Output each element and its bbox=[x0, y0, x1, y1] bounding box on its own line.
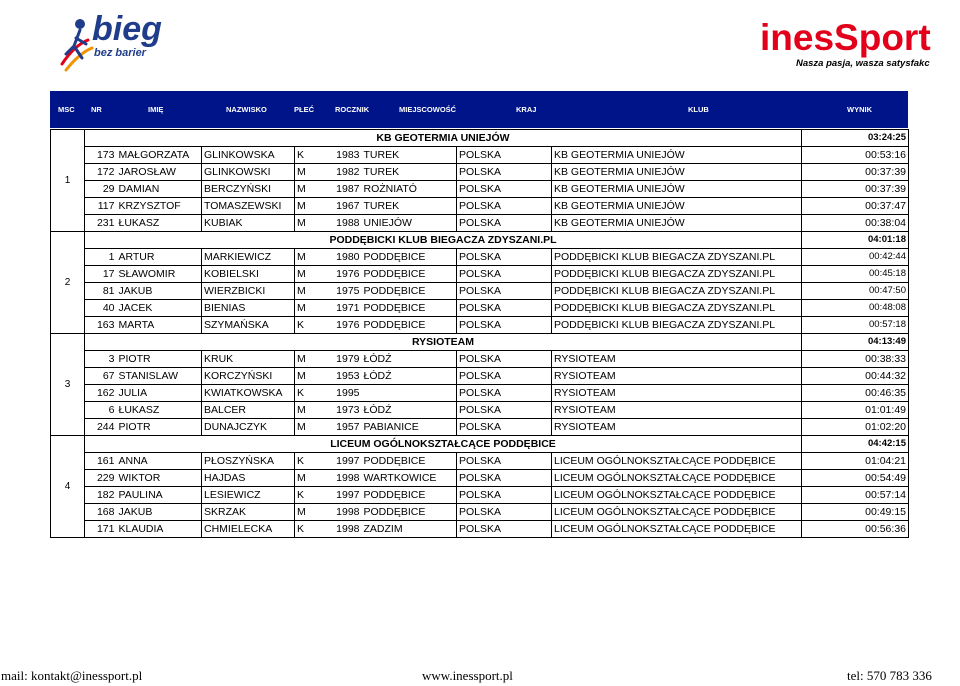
runner-city: WARTKOWICE bbox=[362, 470, 457, 487]
runner-sex: K bbox=[295, 317, 333, 334]
runner-birth-year: 1998 bbox=[333, 504, 362, 521]
table-row bbox=[51, 368, 909, 385]
runner-number: 161 bbox=[85, 453, 117, 470]
runner-city: ŁÓDŹ bbox=[362, 351, 457, 368]
runner-sex: M bbox=[295, 249, 333, 266]
runner-result: 00:44:32 bbox=[802, 368, 909, 385]
runner-club: KB GEOTERMIA UNIEJÓW bbox=[552, 215, 802, 232]
runner-club: PODDĘBICKI KLUB BIEGACZA ZDYSZANI.PL bbox=[552, 249, 802, 266]
runner-country: POLSKA bbox=[457, 181, 552, 198]
runner-birth-year: 1976 bbox=[333, 317, 362, 334]
runner-club: RYSIOTEAM bbox=[552, 385, 802, 402]
runner-result: 00:42:44 bbox=[802, 249, 909, 266]
runner-result: 00:53:16 bbox=[802, 147, 909, 164]
runner-first-name: DAMIAN bbox=[117, 181, 202, 198]
runner-last-name: DUNAJCZYK bbox=[202, 419, 295, 436]
runner-birth-year: 1998 bbox=[333, 470, 362, 487]
runner-first-name: ANNA bbox=[117, 453, 202, 470]
runner-result: 00:57:18 bbox=[802, 317, 909, 334]
runner-sex: M bbox=[295, 351, 333, 368]
col-plec: PŁEĆ bbox=[294, 105, 315, 114]
table-row bbox=[51, 351, 909, 368]
runner-result: 00:38:33 bbox=[802, 351, 909, 368]
runner-result: 01:04:21 bbox=[802, 453, 909, 470]
runner-birth-year: 1983 bbox=[333, 147, 362, 164]
runner-birth-year: 1975 bbox=[333, 283, 362, 300]
runner-result: 00:54:49 bbox=[802, 470, 909, 487]
brand-tagline: Nasza pasja, wasza satysfakc bbox=[796, 58, 930, 69]
runner-last-name: PŁOSZYŃSKA bbox=[202, 453, 295, 470]
runner-last-name: CHMIELECKA bbox=[202, 521, 295, 538]
runner-sex: M bbox=[295, 368, 333, 385]
runner-birth-year: 1973 bbox=[333, 402, 362, 419]
runner-birth-year: 1988 bbox=[333, 215, 362, 232]
runner-club: KB GEOTERMIA UNIEJÓW bbox=[552, 181, 802, 198]
runner-last-name: SZYMAŃSKA bbox=[202, 317, 295, 334]
title-line-1: PODDĘBICKI BIEG BEZ BARIER – bbox=[302, 8, 554, 25]
brand-word: inesSport bbox=[760, 17, 931, 58]
logo-word: bieg bbox=[92, 10, 162, 48]
runner-result: 00:37:39 bbox=[802, 164, 909, 181]
runner-city: PODDĘBICE bbox=[362, 283, 457, 300]
runner-number: 3 bbox=[85, 351, 117, 368]
runner-result: 00:45:18 bbox=[802, 266, 909, 283]
runner-sex: M bbox=[295, 504, 333, 521]
team-name: PODDĘBICKI KLUB BIEGACZA ZDYSZANI.PL bbox=[85, 232, 802, 249]
runner-sex: K bbox=[295, 453, 333, 470]
runner-city: ŁÓDŹ bbox=[362, 402, 457, 419]
runner-sex: K bbox=[295, 487, 333, 504]
runner-city: PODDĘBICE bbox=[362, 487, 457, 504]
runner-number: 81 bbox=[85, 283, 117, 300]
runner-first-name: JULIA bbox=[117, 385, 202, 402]
runner-country: POLSKA bbox=[457, 351, 552, 368]
column-header-bar bbox=[50, 91, 908, 128]
runner-first-name: KRZYSZTOF bbox=[117, 198, 202, 215]
runner-city: TUREK bbox=[362, 164, 457, 181]
col-wynik: WYNIK bbox=[847, 105, 872, 114]
col-imie: IMIĘ bbox=[148, 105, 164, 114]
team-name: KB GEOTERMIA UNIEJÓW bbox=[85, 130, 802, 147]
team-time: 04:42:15 bbox=[802, 436, 909, 453]
runner-number: 29 bbox=[85, 181, 117, 198]
footer-phone: tel: 570 783 336 bbox=[847, 668, 932, 683]
runner-number: 173 bbox=[85, 147, 117, 164]
team-time: 04:13:49 bbox=[802, 334, 909, 351]
title-line-4: 10 km bbox=[406, 62, 450, 79]
runner-first-name: MARTA bbox=[117, 317, 202, 334]
team-header-row bbox=[51, 436, 909, 453]
table-row bbox=[51, 487, 909, 504]
runner-club: LICEUM OGÓLNOKSZTAŁCĄCE PODDĘBICE bbox=[552, 470, 802, 487]
table-row bbox=[51, 181, 909, 198]
runner-city: TUREK bbox=[362, 198, 457, 215]
runner-number: 17 bbox=[85, 266, 117, 283]
runner-last-name: LESIEWICZ bbox=[202, 487, 295, 504]
runner-sex: M bbox=[295, 181, 333, 198]
runner-sex: M bbox=[295, 164, 333, 181]
runner-first-name: ARTUR bbox=[117, 249, 202, 266]
runner-club: LICEUM OGÓLNOKSZTAŁCĄCE PODDĘBICE bbox=[552, 453, 802, 470]
col-kraj: KRAJ bbox=[516, 105, 537, 114]
runner-result: 01:02:20 bbox=[802, 419, 909, 436]
runner-sex: M bbox=[295, 283, 333, 300]
table-row bbox=[51, 283, 909, 300]
runner-first-name: JAKUB bbox=[117, 283, 202, 300]
runner-club: PODDĘBICKI KLUB BIEGACZA ZDYSZANI.PL bbox=[552, 300, 802, 317]
footer-website[interactable]: www.inessport.pl bbox=[422, 668, 513, 683]
table-row bbox=[51, 249, 909, 266]
runner-birth-year: 1998 bbox=[333, 521, 362, 538]
runner-city bbox=[362, 385, 457, 402]
team-place: 2 bbox=[51, 232, 85, 334]
runner-sex: M bbox=[295, 402, 333, 419]
runner-first-name: PIOTR bbox=[117, 351, 202, 368]
runner-result: 00:38:04 bbox=[802, 215, 909, 232]
runner-result: 00:49:15 bbox=[802, 504, 909, 521]
runner-country: POLSKA bbox=[457, 215, 552, 232]
bieg-bez-barier-logo bbox=[58, 0, 168, 74]
runner-first-name: STANISLAW bbox=[117, 368, 202, 385]
runner-number: 172 bbox=[85, 164, 117, 181]
runner-sex: K bbox=[295, 147, 333, 164]
runner-first-name: SŁAWOMIR bbox=[117, 266, 202, 283]
runner-last-name: MARKIEWICZ bbox=[202, 249, 295, 266]
runner-number: 168 bbox=[85, 504, 117, 521]
runner-last-name: HAJDAS bbox=[202, 470, 295, 487]
runner-last-name: KOBIELSKI bbox=[202, 266, 295, 283]
runner-number: 171 bbox=[85, 521, 117, 538]
runner-first-name: JAKUB bbox=[117, 504, 202, 521]
runner-number: 40 bbox=[85, 300, 117, 317]
runner-number: 229 bbox=[85, 470, 117, 487]
runner-birth-year: 1967 bbox=[333, 198, 362, 215]
runner-last-name: KUBIAK bbox=[202, 215, 295, 232]
runner-result: 00:37:39 bbox=[802, 181, 909, 198]
col-klub: KLUB bbox=[688, 105, 709, 114]
runner-number: 67 bbox=[85, 368, 117, 385]
runner-country: POLSKA bbox=[457, 487, 552, 504]
runner-club: KB GEOTERMIA UNIEJÓW bbox=[552, 198, 802, 215]
runner-number: 163 bbox=[85, 317, 117, 334]
runner-club: PODDĘBICKI KLUB BIEGACZA ZDYSZANI.PL bbox=[552, 317, 802, 334]
table-row bbox=[51, 266, 909, 283]
table-row bbox=[51, 300, 909, 317]
runner-result: 01:01:49 bbox=[802, 402, 909, 419]
runner-last-name: BIENIAS bbox=[202, 300, 295, 317]
runner-last-name: GLINKOWSKA bbox=[202, 147, 295, 164]
runner-last-name: KWIATKOWSKA bbox=[202, 385, 295, 402]
col-rocznik: ROCZNIK bbox=[335, 105, 370, 114]
runner-country: POLSKA bbox=[457, 249, 552, 266]
runner-birth-year: 1979 bbox=[333, 351, 362, 368]
runner-number: 244 bbox=[85, 419, 117, 436]
table-row bbox=[51, 164, 909, 181]
runner-club: PODDĘBICKI KLUB BIEGACZA ZDYSZANI.PL bbox=[552, 283, 802, 300]
runner-birth-year: 1997 bbox=[333, 487, 362, 504]
runner-country: POLSKA bbox=[457, 470, 552, 487]
page-title bbox=[278, 8, 578, 80]
runner-country: POLSKA bbox=[457, 419, 552, 436]
runner-club: LICEUM OGÓLNOKSZTAŁCĄCE PODDĘBICE bbox=[552, 521, 802, 538]
runner-result: 00:46:35 bbox=[802, 385, 909, 402]
runner-first-name: WIKTOR bbox=[117, 470, 202, 487]
runner-club: LICEUM OGÓLNOKSZTAŁCĄCE PODDĘBICE bbox=[552, 487, 802, 504]
runner-city: PODDĘBICE bbox=[362, 300, 457, 317]
runner-city: PODDĘBICE bbox=[362, 266, 457, 283]
runner-country: POLSKA bbox=[457, 147, 552, 164]
table-row bbox=[51, 198, 909, 215]
footer-email[interactable]: mail: kontakt@inessport.pl bbox=[1, 668, 143, 683]
team-header-row bbox=[51, 232, 909, 249]
runner-sex: M bbox=[295, 419, 333, 436]
runner-birth-year: 1997 bbox=[333, 453, 362, 470]
runner-first-name: ŁUKASZ bbox=[117, 402, 202, 419]
runner-club: PODDĘBICKI KLUB BIEGACZA ZDYSZANI.PL bbox=[552, 266, 802, 283]
table-row bbox=[51, 470, 909, 487]
runner-birth-year: 1953 bbox=[333, 368, 362, 385]
runner-number: 117 bbox=[85, 198, 117, 215]
team-place: 3 bbox=[51, 334, 85, 436]
runner-country: POLSKA bbox=[457, 402, 552, 419]
table-row bbox=[51, 402, 909, 419]
results-body bbox=[51, 130, 909, 538]
col-nazwisko: NAZWISKO bbox=[226, 105, 267, 114]
runner-sex: K bbox=[295, 521, 333, 538]
runner-city: PABIANICE bbox=[362, 419, 457, 436]
runner-last-name: KRUK bbox=[202, 351, 295, 368]
runner-first-name: MAŁGORZATA bbox=[117, 147, 202, 164]
team-header-row bbox=[51, 334, 909, 351]
runner-first-name: ŁUKASZ bbox=[117, 215, 202, 232]
col-msc: MSC bbox=[58, 105, 75, 114]
table-row bbox=[51, 385, 909, 402]
runner-birth-year: 1987 bbox=[333, 181, 362, 198]
runner-country: POLSKA bbox=[457, 300, 552, 317]
runner-result: 00:37:47 bbox=[802, 198, 909, 215]
runner-last-name: TOMASZEWSKI bbox=[202, 198, 295, 215]
runner-sex: M bbox=[295, 198, 333, 215]
runner-country: POLSKA bbox=[457, 368, 552, 385]
runner-first-name: JAROSŁAW bbox=[117, 164, 202, 181]
runner-city: UNIEJÓW bbox=[362, 215, 457, 232]
runner-birth-year: 1971 bbox=[333, 300, 362, 317]
results-table bbox=[50, 129, 909, 538]
runner-result: 00:56:36 bbox=[802, 521, 909, 538]
table-row bbox=[51, 453, 909, 470]
runner-country: POLSKA bbox=[457, 385, 552, 402]
runner-country: POLSKA bbox=[457, 198, 552, 215]
runner-city: TUREK bbox=[362, 147, 457, 164]
team-name: RYSIOTEAM bbox=[85, 334, 802, 351]
runner-first-name: KLAUDIA bbox=[117, 521, 202, 538]
col-nr: NR bbox=[91, 105, 102, 114]
team-place: 1 bbox=[51, 130, 85, 232]
runner-city: ZADZIM bbox=[362, 521, 457, 538]
runner-country: POLSKA bbox=[457, 453, 552, 470]
runner-first-name: PIOTR bbox=[117, 419, 202, 436]
runner-birth-year: 1957 bbox=[333, 419, 362, 436]
runner-country: POLSKA bbox=[457, 266, 552, 283]
runner-sex: M bbox=[295, 300, 333, 317]
runner-last-name: BERCZYŃSKI bbox=[202, 181, 295, 198]
runner-result: 00:57:14 bbox=[802, 487, 909, 504]
runner-number: 6 bbox=[85, 402, 117, 419]
runner-last-name: KORCZYŃSKI bbox=[202, 368, 295, 385]
runner-club: RYSIOTEAM bbox=[552, 368, 802, 385]
runner-city: PODDĘBICE bbox=[362, 317, 457, 334]
title-line-3: Poddębice 31.05.2015 bbox=[347, 44, 509, 61]
table-row bbox=[51, 521, 909, 538]
runner-club: RYSIOTEAM bbox=[552, 402, 802, 419]
runner-last-name: WIERZBICKI bbox=[202, 283, 295, 300]
runner-city: ROŻNIATÓ bbox=[362, 181, 457, 198]
title-line-2: KLASYFIKACJA DRUŻYNOWA bbox=[315, 26, 541, 43]
runner-last-name: SKRZAK bbox=[202, 504, 295, 521]
runner-number: 162 bbox=[85, 385, 117, 402]
runner-sex: K bbox=[295, 385, 333, 402]
runner-first-name: JACEK bbox=[117, 300, 202, 317]
runner-result: 00:47:50 bbox=[802, 283, 909, 300]
team-time: 03:24:25 bbox=[802, 130, 909, 147]
runner-birth-year: 1980 bbox=[333, 249, 362, 266]
runner-birth-year: 1976 bbox=[333, 266, 362, 283]
runner-sex: M bbox=[295, 266, 333, 283]
col-miejscowosc: MIEJSCOWOŚĆ bbox=[399, 105, 457, 114]
runner-club: LICEUM OGÓLNOKSZTAŁCĄCE PODDĘBICE bbox=[552, 504, 802, 521]
table-row bbox=[51, 317, 909, 334]
runner-city: PODDĘBICE bbox=[362, 504, 457, 521]
runner-birth-year: 1982 bbox=[333, 164, 362, 181]
runner-sex: M bbox=[295, 215, 333, 232]
runner-city: ŁÓDŹ bbox=[362, 368, 457, 385]
logo-subtitle: bez barier bbox=[94, 47, 146, 59]
inessport-logo bbox=[760, 17, 931, 72]
runner-birth-year: 1995 bbox=[333, 385, 362, 402]
table-row bbox=[51, 147, 909, 164]
team-name: LICEUM OGÓLNOKSZTAŁCĄCE PODDĘBICE bbox=[85, 436, 802, 453]
runner-country: POLSKA bbox=[457, 317, 552, 334]
runner-country: POLSKA bbox=[457, 283, 552, 300]
runner-city: PODDĘBICE bbox=[362, 453, 457, 470]
runner-last-name: BALCER bbox=[202, 402, 295, 419]
runner-last-name: GLINKOWSKI bbox=[202, 164, 295, 181]
runner-club: KB GEOTERMIA UNIEJÓW bbox=[552, 147, 802, 164]
team-time: 04:01:18 bbox=[802, 232, 909, 249]
runner-sex: M bbox=[295, 470, 333, 487]
table-row bbox=[51, 504, 909, 521]
runner-country: POLSKA bbox=[457, 521, 552, 538]
runner-country: POLSKA bbox=[457, 164, 552, 181]
runner-city: PODDĘBICE bbox=[362, 249, 457, 266]
runner-number: 182 bbox=[85, 487, 117, 504]
team-header-row bbox=[51, 130, 909, 147]
runner-first-name: PAULINA bbox=[117, 487, 202, 504]
runner-number: 1 bbox=[85, 249, 117, 266]
runner-country: POLSKA bbox=[457, 504, 552, 521]
team-place: 4 bbox=[51, 436, 85, 538]
table-row bbox=[51, 215, 909, 232]
runner-number: 231 bbox=[85, 215, 117, 232]
runner-club: RYSIOTEAM bbox=[552, 351, 802, 368]
runner-club: KB GEOTERMIA UNIEJÓW bbox=[552, 164, 802, 181]
table-row bbox=[51, 419, 909, 436]
runner-result: 00:48:08 bbox=[802, 300, 909, 317]
runner-club: RYSIOTEAM bbox=[552, 419, 802, 436]
